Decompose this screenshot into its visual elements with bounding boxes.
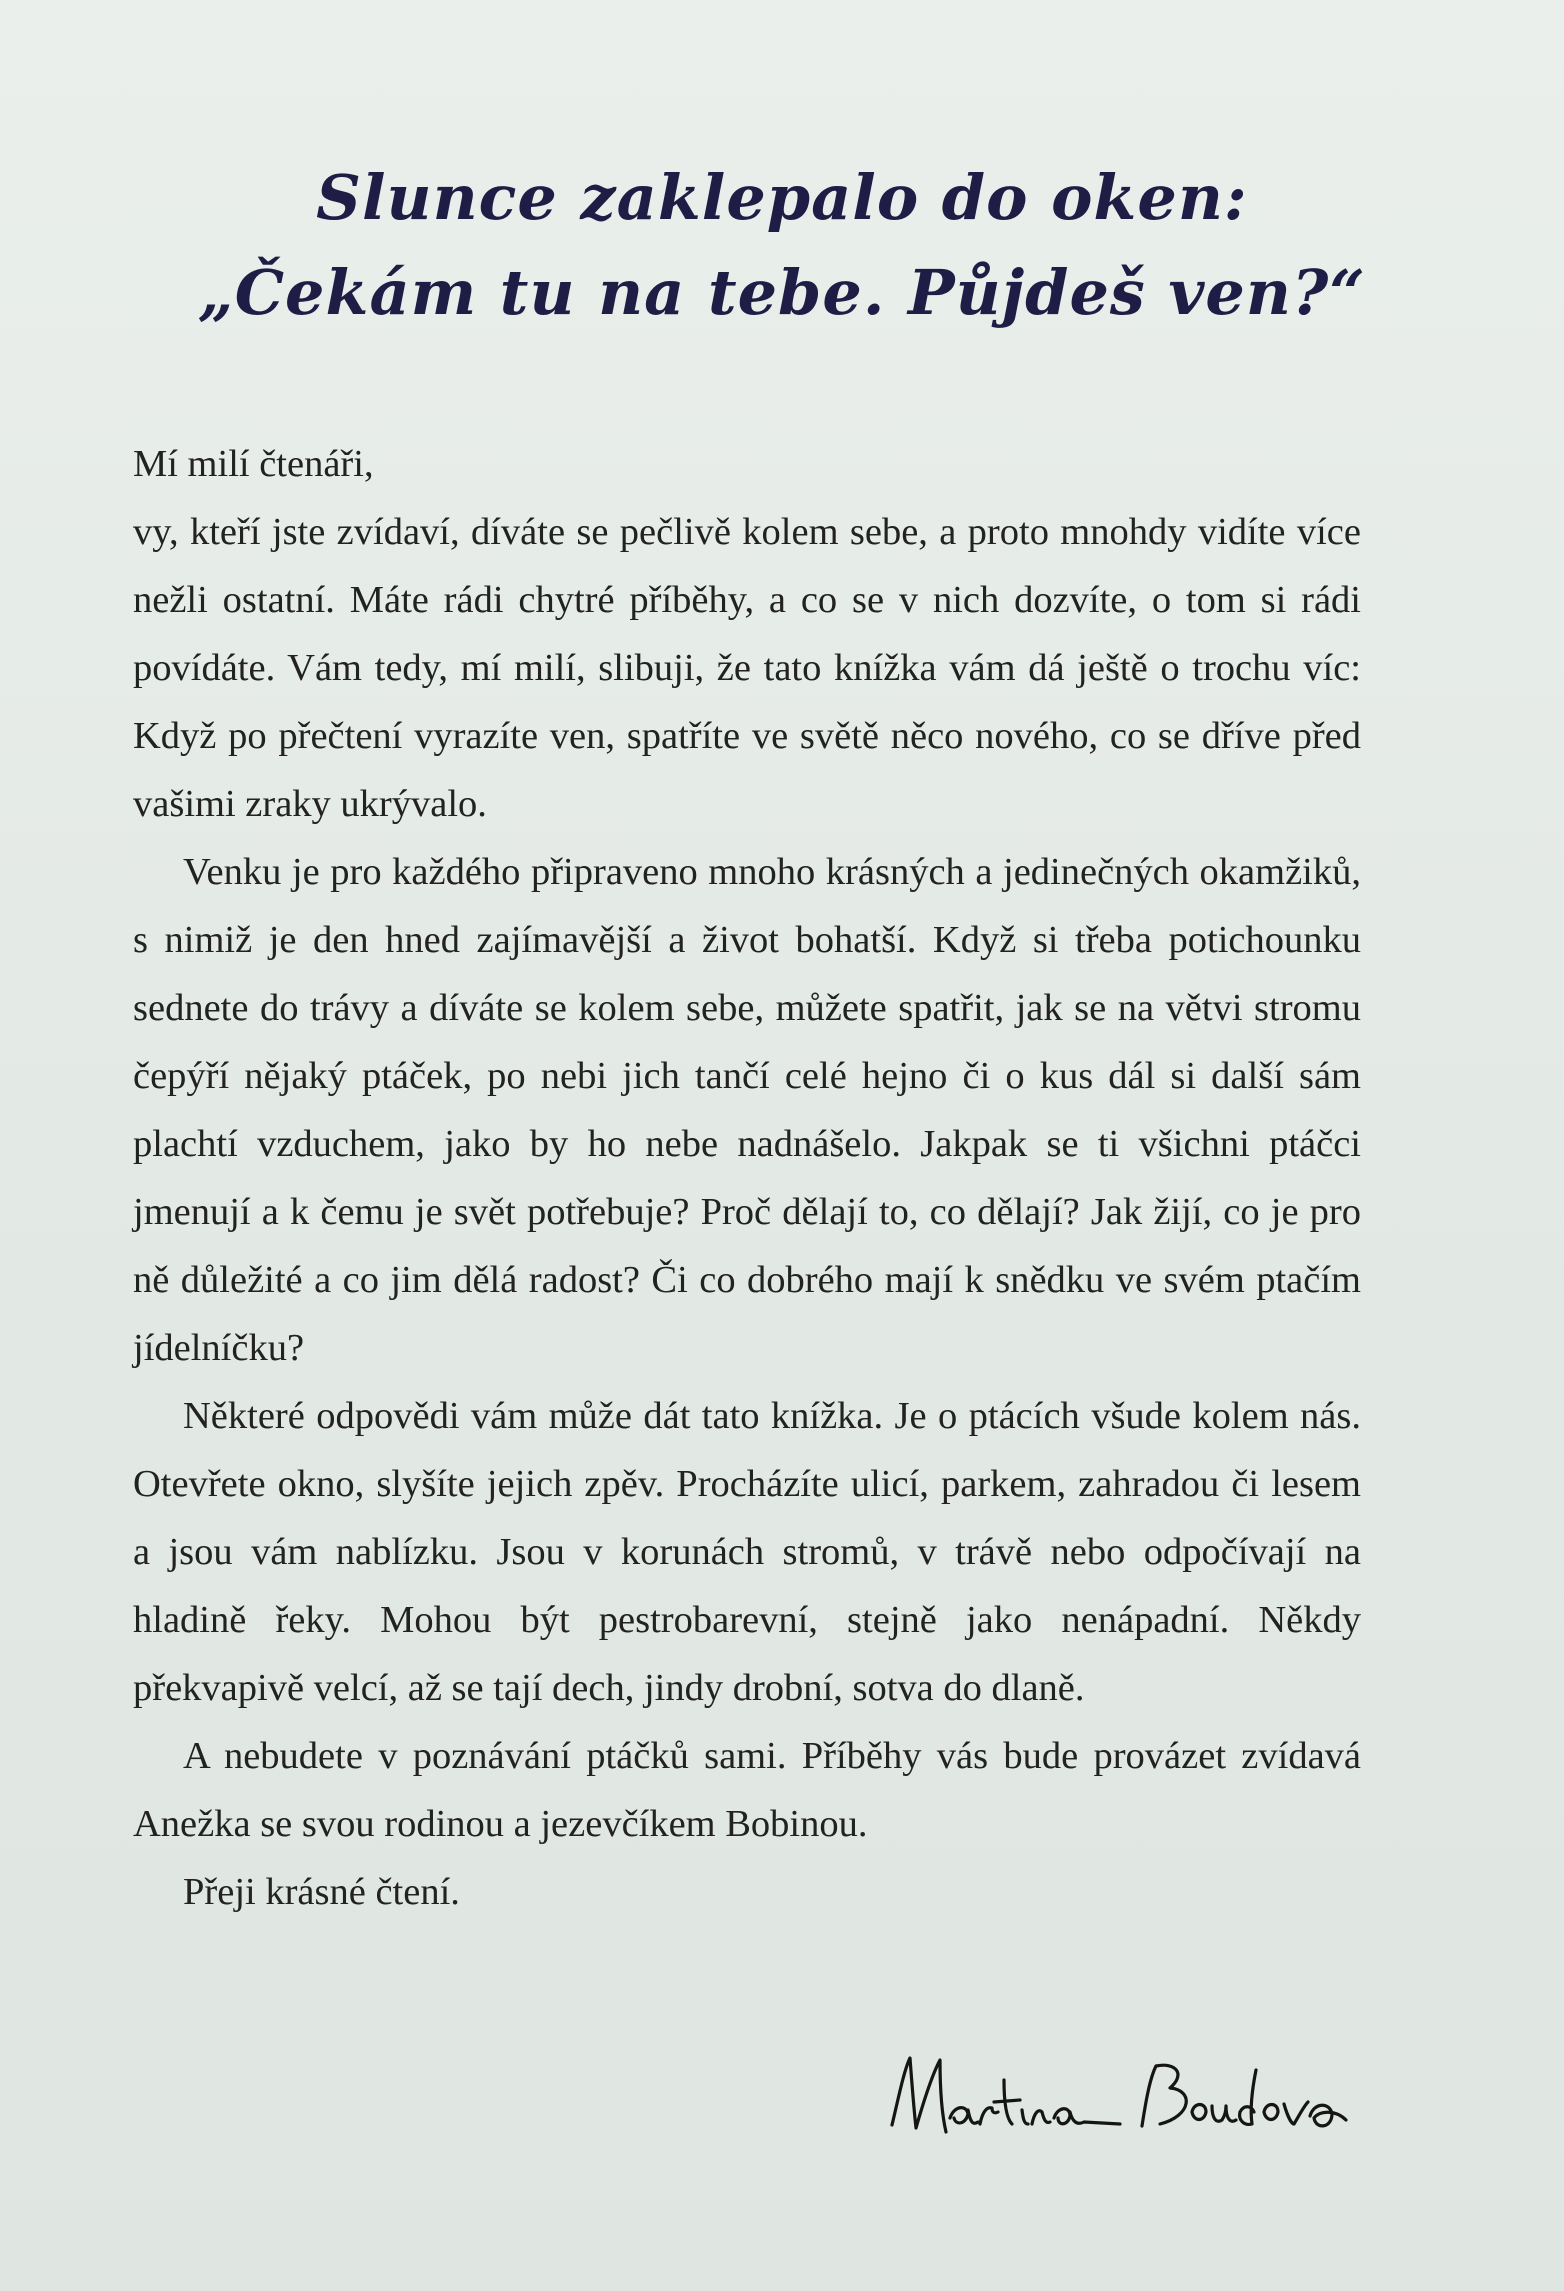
- title-line-1: Slunce zaklepalo do oken:: [316, 161, 1248, 234]
- paragraph-4: A nebudete v poznávání ptáčků sami. Příběhy vás bude provázet zvídavá Anežka se svou rodinou a jezevčíkem Bobinou.: [133, 1735, 1361, 1845]
- title-line-2: „Čekám tu na tebe. Půjdeš ven?“: [198, 256, 1366, 329]
- paragraph-1: vy, kteří jste zvídaví, díváte se pečlivě kolem sebe, a proto mnohdy vidíte více nežli ostatní. Máte rádi chytré příběhy, a co se v nich dozvíte, o tom si rádi povídáte. Vám tedy, mí milí, slibuji, že tato knížka vám dá ještě o trochu víc: Když po přečtení vyrazíte ven, spatříte ve světě něco nového, co se dříve před vašimi zraky ukrývalo.: [133, 511, 1361, 825]
- page-title: [0, 150, 1564, 340]
- author-signature: [880, 2040, 1360, 2160]
- letter-greeting: Mí milí čtenáři,: [133, 443, 374, 485]
- paragraph-5: Přeji krásné čtení.: [183, 1871, 460, 1913]
- paragraph-2: Venku je pro každého připraveno mnoho krásných a jedinečných okamžiků, s nimiž je den hned zajímavější a život bohatší. Když si třeba potichounku sednete do trávy a díváte se kolem sebe, můžete spatřit, jak se na větvi stromu čepýří nějaký ptáček, po nebi jich tančí celé hejno či o kus dál si další sám plachtí vzduchem, jako by ho nebe nadnášelo. Jakpak se ti všichni ptáčci jmenují a k čemu je svět potřebuje? Proč dělají to, co dělají? Jak žijí, co je pro ně důležité a co jim dělá radost? Či co dobrého mají k snědku ve svém ptačím jídelníčku?: [133, 851, 1361, 1369]
- letter-body: [133, 430, 1361, 1926]
- paragraph-3: Některé odpovědi vám může dát tato knížka. Je o ptácích všude kolem nás. Otevřete okno, slyšíte jejich zpěv. Procházíte ulicí, parkem, zahradou či lesem a jsou vám nablízku. Jsou v korunách stromů, v trávě nebo odpočívají na hladině řeky. Mohou být pestrobarevní, stejně jako nenápadní. Někdy překvapivě velcí, až se tají dech, jindy drobní, sotva do dlaně.: [133, 1395, 1361, 1709]
